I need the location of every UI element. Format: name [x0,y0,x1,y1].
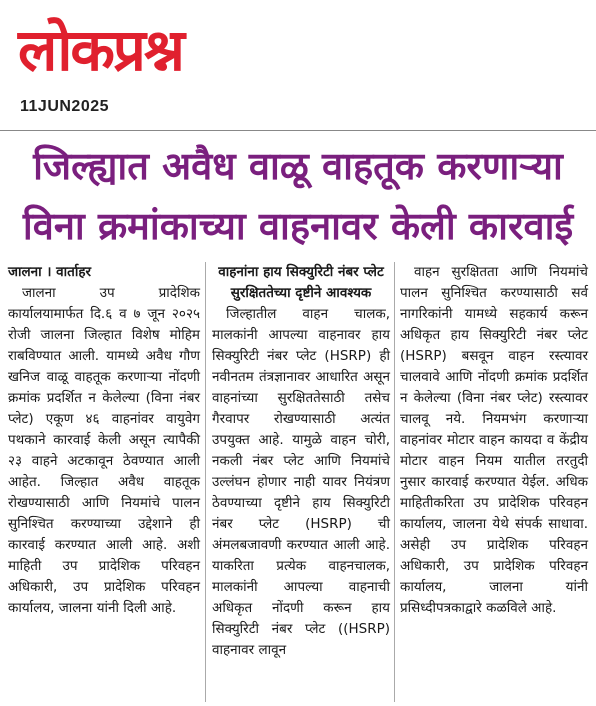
article-column-1 [8,262,200,619]
subheading: वाहनांना हाय सिक्युरिटी नंबर प्लेट सुरक्षिततेच्या दृष्टीने आवश्यक [218,264,384,301]
column-divider [394,262,395,702]
article-column-2 [212,262,390,661]
article-column-3 [400,262,588,619]
column-2-text: जिल्हातील वाहन चालक, मालकांनी आपल्या वाहनावर हाय सिक्युरिटी नंबर प्लेट (HSRP) ही नवीनतम तंत्रज्ञानावर आधारित असून वाहनांच्या सुरक्षिततेसाठी तसेच गैरवापर रोखण्यासाठी अत्यंत उपयुक्त आहे. यामुळे वाहन चोरी, नकली नंबर प्लेट आणि नियमांचे उल्लंघन होणार नाही यावर नियंत्रण ठेवण्याच्या दृष्टीने हाय सिक्युरिटी नंबर प्लेट (HSRP) ची अंमलबजावणी करण्यात आली आहे. याकरिता प्रत्येक वाहनचालक, मालकांनी आपल्या वाहनाची अधिकृत नोंदणी करून हाय सिक्युरिटी नंबर प्लेट ((HSRP) वाहनावर लावून [212,306,390,658]
column-3-text: वाहन सुरक्षितता आणि नियमांचे पालन सुनिश्चित करण्यासाठी सर्व नागरिकांनी यामध्ये सहकार्य करून अधिकृत हाय सिक्युरिटी नंबर प्लेट (HSRP) बसवून वाहन रस्त्यावर चालवावे आणि नोंदणी क्रमांक प्रदर्शित न केलेल्या (विना नंबर प्लेट) रस्त्यावर चालवू नये. नियमभंग करणाऱ्या वाहनांवर मोटार वाहन कायदा व केंद्रीय मोटार वाहन नियम यातील तरतुदी नुसार कारवाई करण्यात येईल. अधिक माहितीकरिता उप प्रादेशिक परिवहन कार्यालय, जालना येथे संपर्क साधावा. असेही उप प्रादेशिक परिवहन अधिकारी, उप प्रादेशिक परिवहन कार्यालय, जालना यांनी प्रसिध्दीपत्रकाद्वारे कळविले आहे. [400,264,588,616]
masthead-logo [18,8,268,92]
headline-line-1: जिल्ह्यात अवैध वाळू वाहतूक करणाऱ्या [33,144,563,188]
divider [0,130,596,131]
headline-line-2: विना क्रमांकाच्या वाहनावर केली कारवाई [22,204,574,248]
logo-text: लोकप्रश्न [18,16,183,84]
column-1-text: जालना उप प्रादेशिक कार्यालयामार्फत दि.६ व ७ जून २०२५ रोजी जालना जिल्हात विशेष मोहिम राबविण्यात आली. यामध्ये अवैध गौण खनिज वाळू वाहतूक करणाऱ्या नोंदणी क्रमांक प्रदर्शित न केलेल्या (विना नंबर प्लेट) एकूण ४६ वाहनांवर वायुवेग पथकाने कारवाई केली असून त्यापैकी २३ वाहने अटकावून ठेवण्यात आली आहेत. जिल्हात अवैध वाहतूक रोखण्यासाठी आणि नियमांचे पालन सुनिश्चित करण्याच्या उद्देशाने ही कारवाई करण्यात आली आहे. अशी माहिती उप प्रादेशिक परिवहन अधिकारी, उप प्रादेशिक परिवहन कार्यालय, जालना यांनी दिली आहे. [8,285,200,616]
publication-date: 11JUN2025 [20,98,110,115]
byline: जालना । वार्ताहर [8,264,92,280]
column-divider [205,262,206,702]
